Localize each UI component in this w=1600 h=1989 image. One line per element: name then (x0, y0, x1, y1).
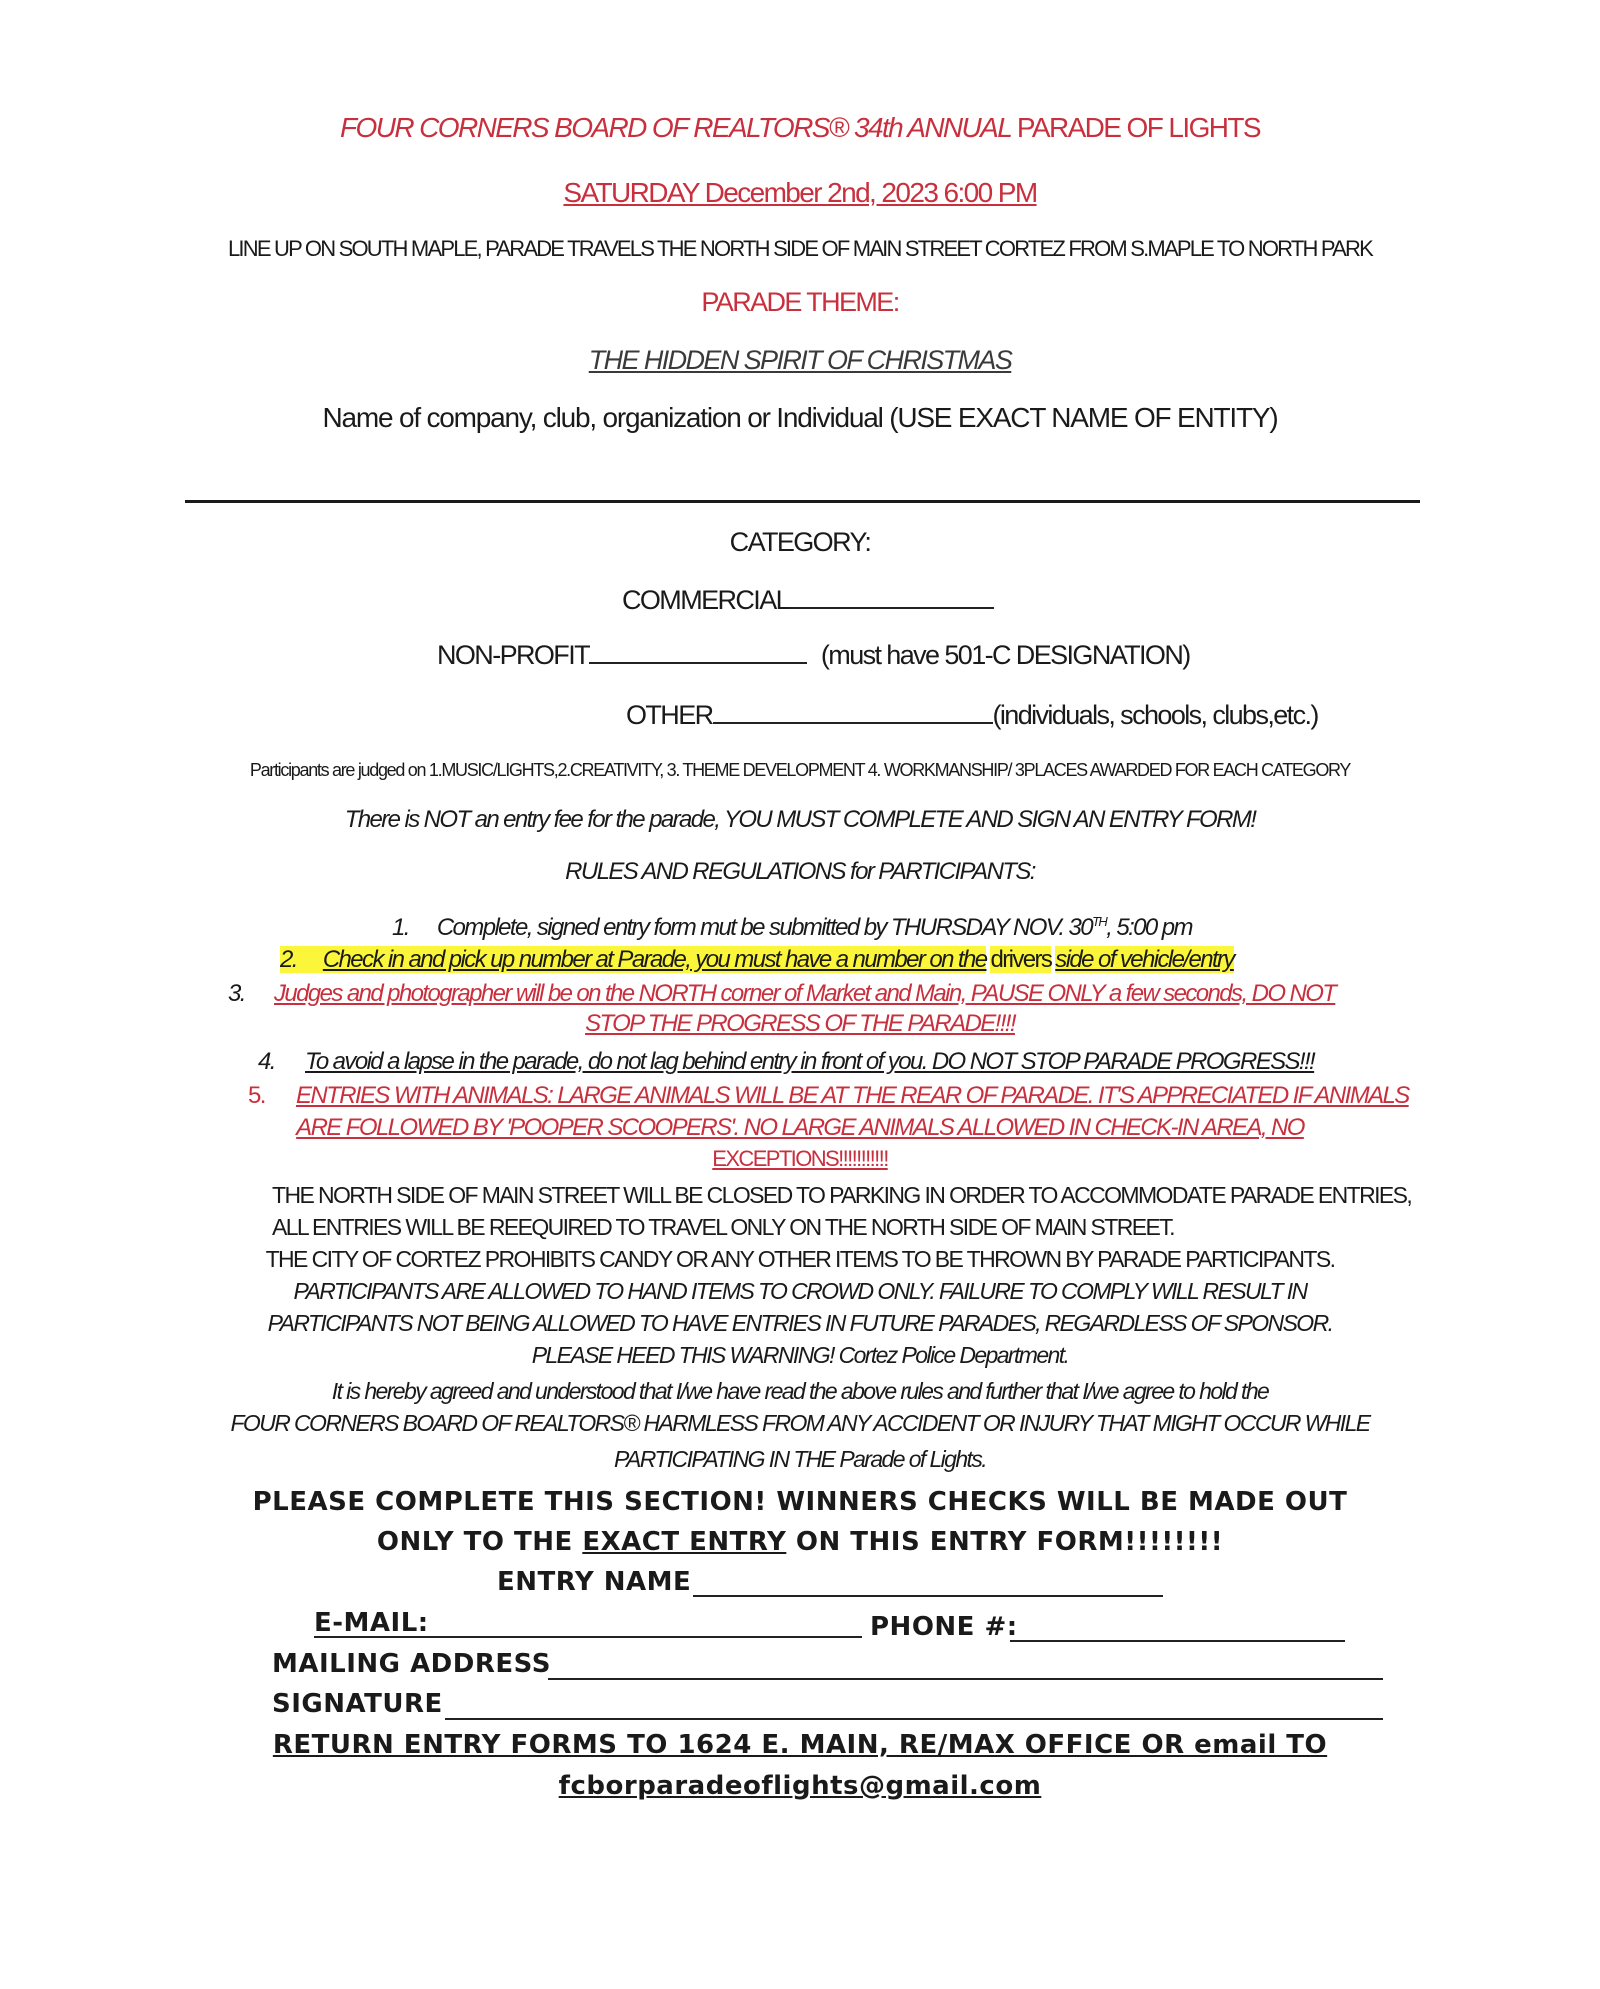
phone-field[interactable] (1010, 1640, 1345, 1642)
rule-1-text: Complete, signed entry form mut be submitted by THURSDAY NOV. 30 (436, 914, 1093, 941)
completion-only-to: ONLY TO THE (376, 1527, 573, 1557)
rules-heading: RULES AND REGULATIONS for PARTICIPANTS: (565, 858, 1035, 885)
nonprofit-note: (must have 501-C DESIGNATION) (820, 640, 1190, 670)
rule-5-number: 5. (248, 1082, 265, 1109)
event-title-part1: FOUR CORNERS BOARD OF REALTORS® 34th ANNUAL (340, 112, 1011, 143)
rule-2 (280, 946, 1234, 974)
notice-line-6: PLEASE HEED THIS WARNING! Cortez Police Department. (531, 1342, 1069, 1368)
entry-name-field[interactable] (693, 1595, 1163, 1597)
notice-line-9: PARTICIPATING IN THE Parade of Lights. (613, 1446, 987, 1472)
notice-line-5: PARTICIPANTS NOT BEING ALLOWED TO HAVE ENTRIES IN FUTURE PARADES, REGARDLESS OF SPONSOR. (267, 1310, 1333, 1336)
theme-label: PARADE THEME: (701, 287, 899, 317)
mailing-address-field[interactable] (548, 1678, 1383, 1680)
email-field[interactable] (314, 1636, 862, 1638)
other-label: OTHER (626, 700, 713, 730)
event-title-part2: PARADE OF LIGHTS (1016, 112, 1260, 143)
rule-1-superscript: TH (1092, 914, 1107, 929)
entry-name-label: ENTRY NAME (497, 1567, 692, 1597)
rule-2-text: Check in and pick up number at Parade, you must have a number on the (322, 946, 987, 973)
rule-5-line2: ARE FOLLOWED BY 'POOPER SCOOPERS'. NO LARGE ANIMALS ALLOWED IN CHECK-IN AREA, NO (296, 1114, 1304, 1141)
mailing-address-label: MAILING ADDRESS (272, 1649, 551, 1679)
signature-field[interactable] (445, 1718, 1383, 1720)
nonprofit-blank[interactable] (589, 661, 807, 664)
other-blank[interactable] (713, 721, 993, 724)
category-commercial (622, 585, 994, 616)
notice-line-2: ALL ENTRIES WILL BE REEQUIRED TO TRAVEL ONLY ON THE NORTH SIDE OF MAIN STREET. (272, 1214, 1174, 1240)
completion-exact-entry: EXACT ENTRY (582, 1527, 787, 1557)
event-date: SATURDAY December 2nd, 2023 6:00 PM (563, 177, 1037, 208)
notice-line-1: THE NORTH SIDE OF MAIN STREET WILL BE CLOSED TO PARKING IN ORDER TO ACCOMMODATE PARADE ENTRIES, (272, 1182, 1412, 1208)
rule-2-highlight (280, 946, 986, 973)
category-nonprofit (437, 640, 1190, 671)
judging-criteria: Participants are judged on 1.MUSIC/LIGHTS,2.CREATIVITY, 3. THEME DEVELOPMENT 4. WORKMANSHIP/ 3PLACES AWARDED FOR EACH CATEGORY (249, 760, 1351, 780)
completion-on-form: ON THIS ENTRY FORM!!!!!!!! (795, 1527, 1224, 1557)
commercial-blank[interactable] (789, 606, 994, 609)
notice-line-4: PARTICIPANTS ARE ALLOWED TO HAND ITEMS TO CROWD ONLY. FAILURE TO COMPLY WILL RESULT IN (293, 1278, 1307, 1304)
other-note: (individuals, schools, clubs,etc.) (992, 700, 1318, 730)
rule-1-number: 1. (392, 914, 409, 941)
rule-4-number: 4. (258, 1048, 275, 1075)
rule-2-number: 2. (280, 946, 297, 973)
category-heading: CATEGORY: (729, 527, 871, 557)
rule-5-line1: ENTRIES WITH ANIMALS: LARGE ANIMALS WILL BE AT THE REAR OF PARADE. IT'S APPRECIATED IF ANIMALS (296, 1082, 1409, 1109)
name-entry-line[interactable] (185, 500, 1420, 503)
rule-2-side: side of vehicle/entry (1055, 946, 1234, 973)
category-other (626, 700, 1318, 731)
entry-fee-notice: There is NOT an entry fee for the parade, YOU MUST COMPLETE AND SIGN AN ENTRY FORM! (344, 806, 1256, 833)
commercial-label: COMMERCIAL (622, 585, 790, 615)
rule-2-drivers: drivers (990, 946, 1052, 973)
route-description: LINE UP ON SOUTH MAPLE, PARADE TRAVELS THE NORTH SIDE OF MAIN STREET CORTEZ FROM S.MAPLE TO NORTH PARK (228, 236, 1372, 261)
rule-3-line1: Judges and photographer will be on the NORTH corner of Market and Main, PAUSE ONLY a few seconds, DO NOT (274, 980, 1336, 1007)
rule-3-line2: STOP THE PROGRESS OF THE PARADE!!!! (585, 1010, 1015, 1037)
return-email-link[interactable]: fcborparadeoflights@gmail.com (558, 1771, 1042, 1801)
theme-title: THE HIDDEN SPIRIT OF CHRISTMAS (588, 345, 1012, 375)
nonprofit-label: NON-PROFIT (437, 640, 589, 670)
phone-label: PHONE #: (870, 1612, 1018, 1642)
name-prompt: Name of company, club, organization or Individual (USE EXACT NAME OF ENTITY) (322, 402, 1278, 433)
rule-5-line3: EXCEPTIONS!!!!!!!!!!! (712, 1146, 888, 1171)
return-instructions: RETURN ENTRY FORMS TO 1624 E. MAIN, RE/MAX OFFICE OR email TO (272, 1730, 1328, 1760)
rule-1-time: , 5:00 pm (1106, 914, 1192, 941)
completion-instruction-1: PLEASE COMPLETE THIS SECTION! WINNERS CHECKS WILL BE MADE OUT (252, 1487, 1348, 1517)
notice-line-7: It is hereby agreed and understood that I/we have read the above rules and further that I/we agree to hold the (331, 1378, 1269, 1404)
signature-label: SIGNATURE (272, 1689, 443, 1719)
notice-line-8: FOUR CORNERS BOARD OF REALTORS® HARMLESS FROM ANY ACCIDENT OR INJURY THAT MIGHT OCCUR WHILE (230, 1410, 1370, 1436)
rule-3-number: 3. (228, 980, 245, 1007)
notice-line-3: THE CITY OF CORTEZ PROHIBITS CANDY OR ANY OTHER ITEMS TO BE THROWN BY PARADE PARTICIPANTS. (265, 1246, 1335, 1272)
completion-instruction-2 (0, 1527, 1600, 1557)
rule-4-text: To avoid a lapse in the parade, do not lag behind entry in front of you. DO NOT STOP PARADE PROGRESS!!! (305, 1048, 1315, 1075)
event-title (0, 112, 1600, 144)
email-label: E-MAIL: (314, 1608, 429, 1638)
rule-1 (392, 914, 1192, 942)
